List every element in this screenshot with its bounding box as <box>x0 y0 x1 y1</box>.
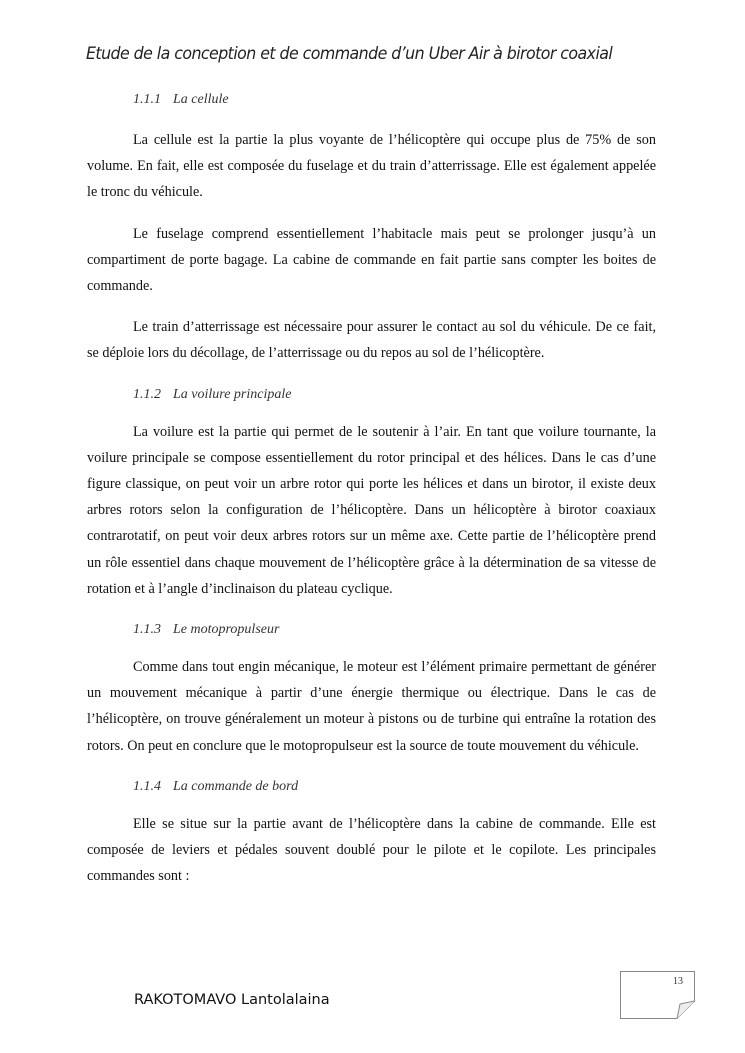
section-heading <box>133 385 656 405</box>
paragraph: La cellule est la partie la plus voyante de l’hélicoptère qui occupe plus de 75% de son volume. En fait, elle est composée du fuselage et du train d’atterrissage. Elle est également appelée le tronc du véhicule. <box>87 132 656 201</box>
section-heading <box>133 90 656 110</box>
page-number-box <box>620 971 695 1019</box>
section-heading <box>133 620 656 640</box>
section-number: 1.1.2 <box>133 386 161 402</box>
section-title: La voilure principale <box>173 386 292 402</box>
section-title: La cellule <box>173 92 229 107</box>
section-number: 1.1.4 <box>133 778 161 794</box>
paragraph: La voilure est la partie qui permet de le soutenir à l’air. En tant que voilure tournante, la voilure principale se compose essentiellement du rotor principal et des hélices. Dans le cas d’une figure classique, on peut voir un arbre rotor qui porte les hélices et dans un birotor, il existe deux arbres rotors selon la configuration de l’hélicoptère. Dans un hélicoptère à birotor coaxiaux contrarotatif, on peut voir deux arbres rotors sur un même axe. Cette partie de l’hélicoptère prend un rôle essentiel dans chaque mouvement de l’hélicoptère grâce à la détermination de sa vitesse de rotation et à l’angle d’inclinaison du plateau cyclique. <box>87 423 656 597</box>
paragraph: Comme dans tout engin mécanique, le moteur est l’élément primaire permettant de générer un mouvement mécanique à partir d’une énergie thermique ou électrique. Dans le cas de l’hélicoptère, on trouve généralement un moteur à pistons ou de turbine qui entraîne la rotation des rotors. On peut en conclure que le motopropulseur est la source de toute mouvement du véhicule. <box>87 659 656 754</box>
section-number: 1.1.3 <box>133 622 161 638</box>
footer-author: RAKOTOMAVO Lantolalaina <box>134 992 330 1008</box>
section-title: La commande de bord <box>173 778 299 794</box>
page-number: 13 <box>673 976 683 987</box>
paragraph: Le fuselage comprend essentiellement l’habitacle mais peut se prolonger jusqu’à un compartiment de porte bagage. La cabine de commande en fait partie sans compter les boites de commande. <box>87 225 656 295</box>
document-body <box>87 90 656 889</box>
paragraph: Le train d’atterrissage est nécessaire pour assurer le contact au sol du véhicule. De ce fait, se déploie lors du décollage, de l’atterrissage ou du repos au sol de l’hélicoptère. <box>87 319 656 362</box>
running-header: Etude de la conception et de commande d’un Uber Air à birotor coaxial <box>86 44 613 64</box>
paragraph: Elle se situe sur la partie avant de l’hélicoptère dans la cabine de commande. Elle est composée de leviers et pédales souvent doublé pour le pilote et le copilote. Les principales commandes sont : <box>87 815 656 885</box>
section-title: Le motopropulseur <box>173 622 280 638</box>
section-heading <box>133 777 656 797</box>
section-number: 1.1.1 <box>133 92 161 107</box>
